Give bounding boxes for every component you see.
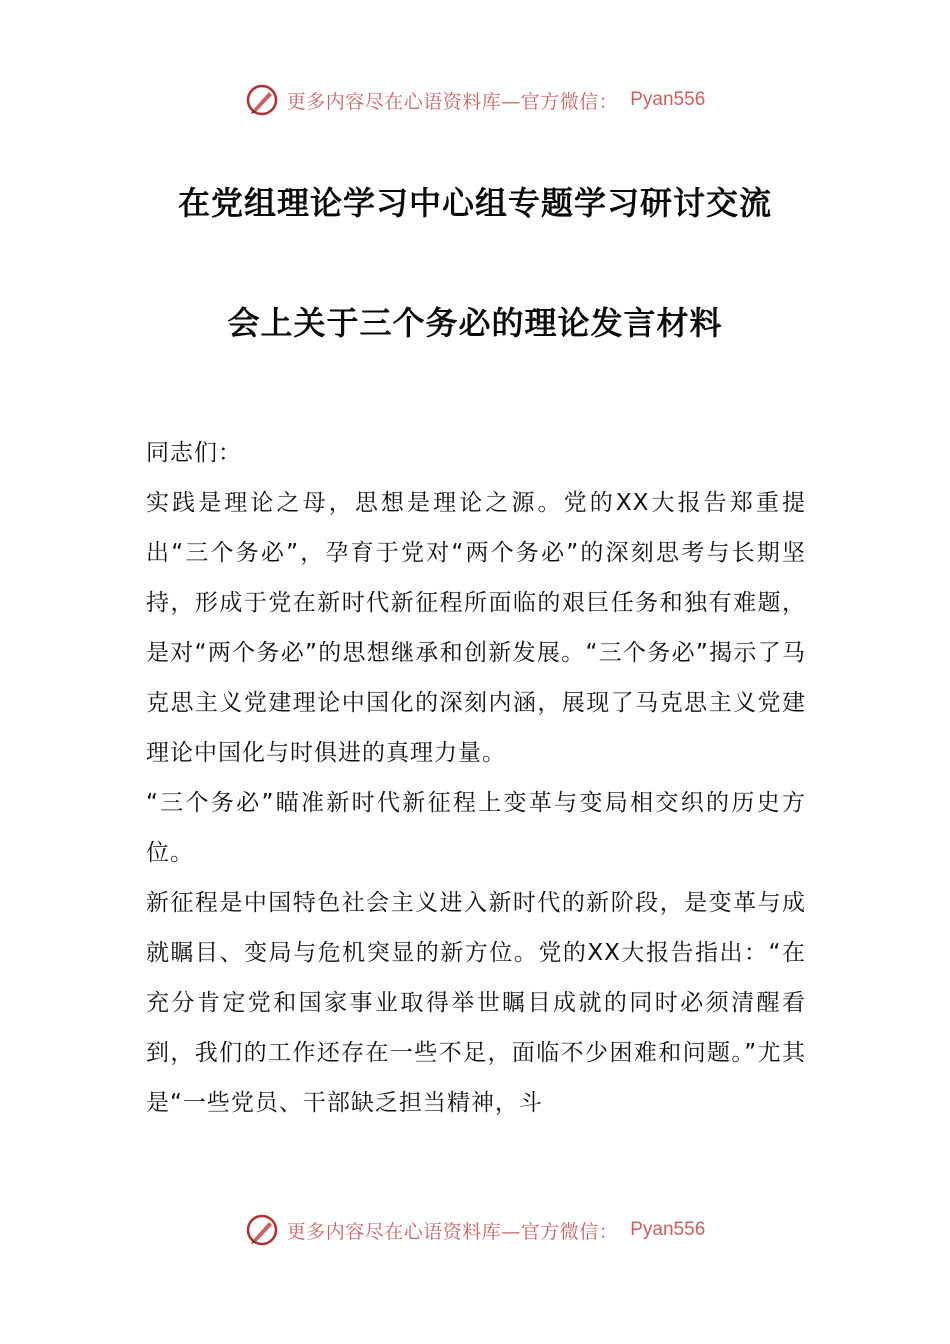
paragraph-2: “三个务必”瞄准新时代新征程上变革与变局相交织的历史方位。 xyxy=(146,790,806,866)
footer-banner xyxy=(0,1210,950,1250)
footer-banner-wechat: Pyan556 xyxy=(630,1219,706,1240)
header-banner xyxy=(0,80,950,120)
header-banner-text: 更多内容尽在心语资料库—官方微信： xyxy=(286,90,619,113)
header-banner-wechat: Pyan556 xyxy=(630,89,706,110)
footer-banner-text: 更多内容尽在心语资料库—官方微信： xyxy=(286,1220,619,1243)
paragraph-greeting: 同志们： xyxy=(146,440,242,466)
page-title-line-2: 会上关于三个务必的理论发言材料 xyxy=(227,304,723,342)
paragraph-1: 实践是理论之母，思想是理论之源。党的XX大报告郑重提出“三个务必”，孕育于党对“两个务必”的深刻思考与长期坚持，形成于党在新时代新征程所面临的艰巨任务和独有难题，是对“两个务必”的思想继承和创新发展。“三个务必”揭示了马克思主义党建理论中国化的深刻内涵，展现了马克思主义党建理论中国化与时俱进的真理力量。 xyxy=(146,490,806,766)
document-body xyxy=(146,428,806,1128)
pen-logo-icon xyxy=(245,83,279,117)
paragraph-3: 新征程是中国特色社会主义进入新时代的新阶段，是变革与成就瞩目、变局与危机突显的新方位。党的XX大报告指出：“在充分肯定党和国家事业取得举世瞩目成就的同时必须清醒看到，我们的工作还存在一些不足，面临不少困难和问题。”尤其是“一些党员、干部缺乏担当精神，斗 xyxy=(146,890,806,1116)
pen-logo-icon xyxy=(245,1213,279,1247)
page-title-line-1: 在党组理论学习中心组专题学习研讨交流 xyxy=(177,184,772,222)
